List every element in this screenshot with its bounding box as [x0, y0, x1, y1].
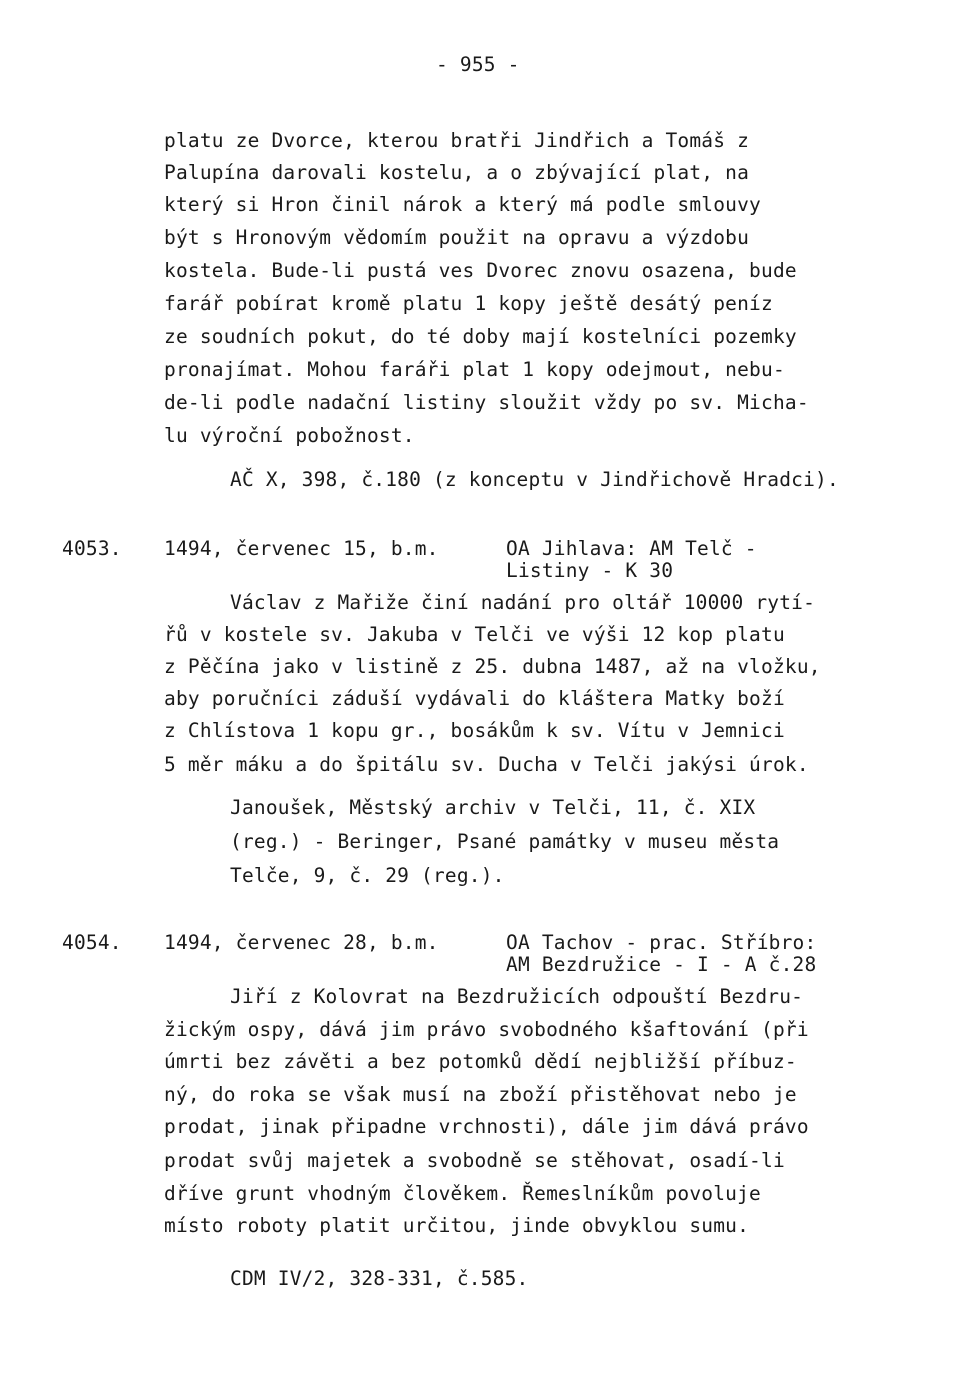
entry-text-line: 5 měr máku a do špitálu sv. Ducha v Telči jakýsi úrok. [164, 753, 809, 776]
entry-number: 4054. [62, 931, 122, 954]
entry-text-line: řů v kostele sv. Jakuba v Telči ve výši 12 kop platu [164, 623, 785, 646]
entry-text-line: místo roboty platit určitou, jinde obvyklou sumu. [164, 1214, 750, 1237]
entry-source-line: (reg.) - Beringer, Psané památky v museu města [230, 830, 780, 853]
intro-line: lu výroční pobožnost. [164, 424, 415, 447]
entry-number: 4053. [62, 537, 122, 560]
entry-archive: OA Jihlava: AM Telč - [506, 537, 757, 560]
entry-text-line: Jiří z Kolovrat na Bezdružicích odpouští Bezdru- [230, 985, 804, 1008]
entry-text-line: dříve grunt vhodným člověkem. Řemeslníkům povoluje [164, 1182, 761, 1205]
intro-line: pronajímat. Mohou faráři plat 1 kopy odejmout, nebu- [164, 358, 785, 381]
intro-line: de-li podle nadační listiny sloužit vždy po sv. Micha- [164, 391, 809, 414]
entry-date: 1494, červenec 15, b.m. [164, 537, 439, 560]
intro-line: Palupína darovali kostelu, a o zbývající plat, na [164, 161, 750, 184]
intro-line: být s Hronovým vědomím použit na opravu a výzdobu [164, 226, 750, 249]
entry-text-line: prodat svůj majetek a svobodně se stěhovat, osadí-li [164, 1149, 785, 1172]
entry-source-line: CDM IV/2, 328-331, č.585. [230, 1267, 529, 1290]
page-number: - 955 - [436, 53, 520, 76]
entry-archive: AM Bezdružice - I - A č.28 [506, 953, 817, 976]
entry-archive: OA Tachov - prac. Stříbro: [506, 931, 817, 954]
entry-text-line: prodat, jinak připadne vrchnosti), dále jim dává právo [164, 1115, 809, 1138]
entry-archive: Listiny - K 30 [506, 559, 674, 582]
intro-source: AČ X, 398, č.180 (z konceptu v Jindřichově Hradci). [230, 468, 839, 491]
entry-text-line: aby poručníci záduší vydávali do kláštera Matky boží [164, 687, 785, 710]
entry-text-line: žickým ospy, dává jim právo svobodného kšaftování (při [164, 1018, 809, 1041]
entry-text-line: ný, do roka se však musí na zboží přistěhovat nebo je [164, 1083, 797, 1106]
entry-date: 1494, červenec 28, b.m. [164, 931, 439, 954]
entry-text-line: úmrti bez závěti a bez potomků dědí nejbližší příbuz- [164, 1050, 797, 1073]
intro-line: který si Hron činil nárok a který má podle smlouvy [164, 193, 761, 216]
entry-text-line: z Pěčína jako v listině z 25. dubna 1487, až na vložku, [164, 655, 821, 678]
entry-text-line: Václav z Mařiže činí nadání pro oltář 10000 rytí- [230, 591, 816, 614]
intro-line: ze soudních pokut, do té doby mají kostelníci pozemky [164, 325, 797, 348]
entry-source-line: Telče, 9, č. 29 (reg.). [230, 864, 505, 887]
intro-line: farář pobírat kromě platu 1 kopy ještě desátý peníz [164, 292, 773, 315]
intro-line: kostela. Bude-li pustá ves Dvorec znovu osazena, bude [164, 259, 797, 282]
entry-text-line: z Chlístova 1 kopu gr., bosákům k sv. Vítu v Jemnici [164, 719, 785, 742]
intro-line: platu ze Dvorce, kterou bratři Jindřich a Tomáš z [164, 129, 750, 152]
entry-source-line: Janoušek, Městský archiv v Telči, 11, č. XIX [230, 796, 756, 819]
